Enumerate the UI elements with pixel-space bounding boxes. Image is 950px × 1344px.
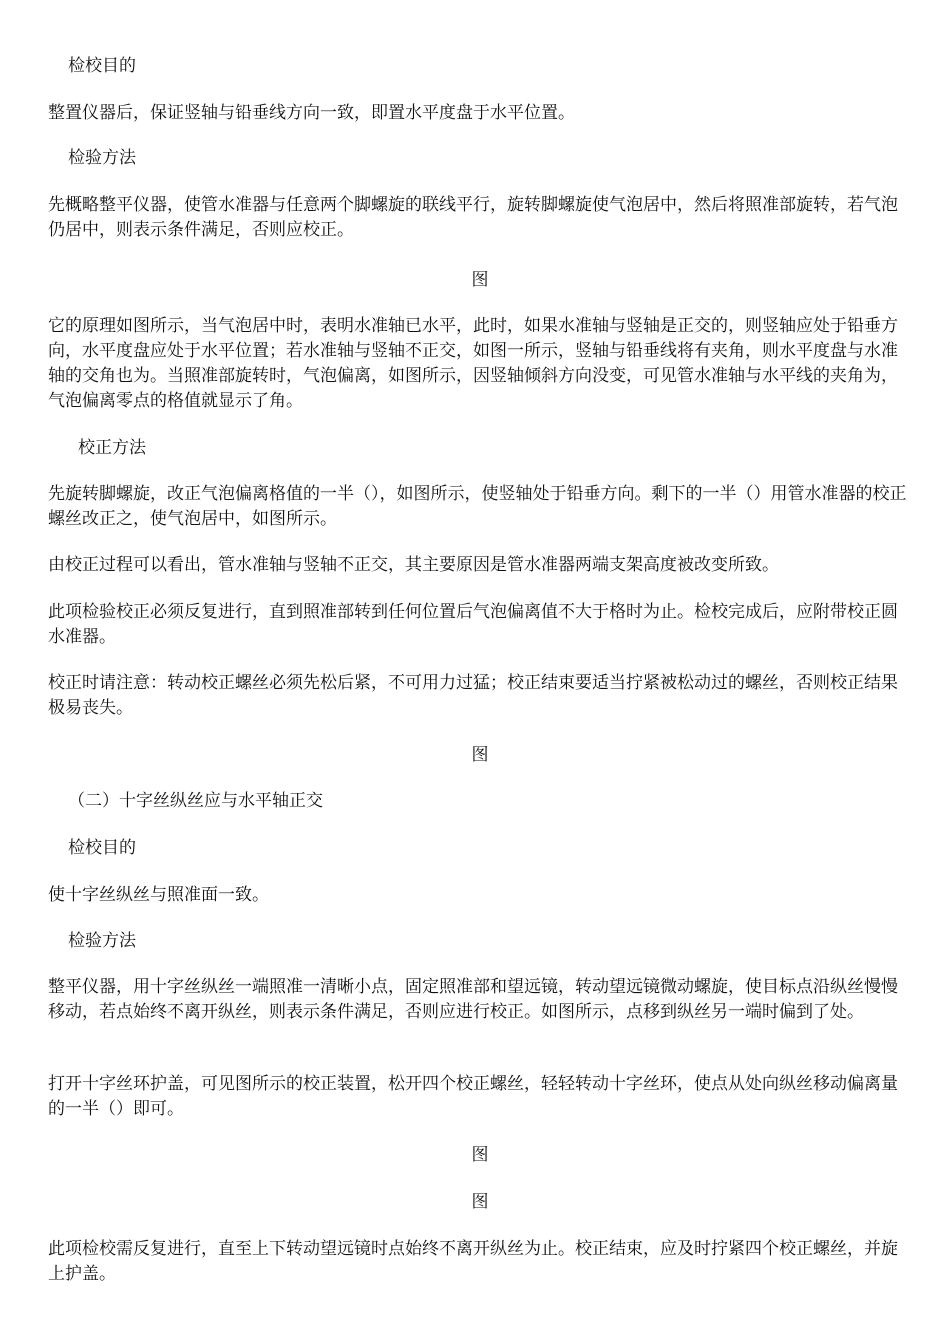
heading-inspection-method: 检验方法	[68, 931, 136, 951]
paragraph: 此项检验校正必须反复进行，直到照准部转到任何位置后气泡偏离值不大于格时为止。检校完成后，应附带校正圆水准器。	[48, 602, 898, 647]
paragraph: 它的原理如图所示，当气泡居中时，表明水准轴已水平，此时，如果水准轴与竖轴是正交的，则竖轴应处于铅垂方向，水平度盘应处于水平位置；若水准轴与竖轴不正交，如图一所示，竖轴与铅垂线将有夹角，则水平度盘与水准轴的交角也为。当照准部旋转时，气泡偏离，如图所示，因竖轴倾斜方向没变，可见管水准轴与水平线的夹角为，气泡偏离零点的格值就显示了角。	[48, 316, 898, 411]
paragraph: 校正时请注意：转动校正螺丝必须先松后紧，不可用力过猛；校正结束要适当拧紧被松动过的螺丝，否则校正结果极易丧失。	[48, 673, 898, 718]
heading-correction-method: 校正方法	[78, 438, 146, 458]
section-heading: （二）十字丝纵丝应与水平轴正交	[68, 791, 323, 811]
heading-inspection-method: 检验方法	[68, 148, 136, 168]
paragraph: 整置仪器后，保证竖轴与铅垂线方向一致，即置水平度盘于水平位置。	[48, 103, 575, 123]
paragraph: 此项检校需反复进行，直至上下转动望远镜时点始终不离开纵丝为止。校正结束，应及时拧紧四个校正螺丝，并旋上护盖。	[48, 1239, 898, 1284]
figure-caption: 图	[471, 270, 489, 290]
paragraph: 使十字丝纵丝与照准面一致。	[48, 885, 269, 905]
paragraph: 先概略整平仪器，使管水准器与任意两个脚螺旋的联线平行，旋转脚螺旋使气泡居中，然后将照准部旋转，若气泡仍居中，则表示条件满足，否则应校正。	[48, 195, 898, 240]
figure-caption: 图	[471, 1145, 489, 1165]
paragraph: 打开十字丝环护盖，可见图所示的校正装置，松开四个校正螺丝，轻轻转动十字丝环，使点从处向纵丝移动偏离量的一半（）即可。	[48, 1074, 898, 1119]
paragraph: 整平仪器，用十字丝纵丝一端照准一清晰小点，固定照准部和望远镜，转动望远镜微动螺旋，使目标点沿纵丝慢慢移动，若点始终不离开纵丝，则表示条件满足，否则应进行校正。如图所示，点移到纵丝另一端时偏到了处。	[48, 977, 898, 1022]
heading-calibration-purpose: 检校目的	[68, 838, 136, 858]
figure-caption: 图	[471, 745, 489, 765]
figure-caption: 图	[471, 1192, 489, 1212]
paragraph: 先旋转脚螺旋，改正气泡偏离格值的一半（），如图所示，使竖轴处于铅垂方向。剩下的一半（）用管水准器的校正螺丝改正之，使气泡居中，如图所示。	[48, 484, 907, 529]
paragraph: 由校正过程可以看出，管水准轴与竖轴不正交，其主要原因是管水准器两端支架高度被改变所致。	[48, 555, 779, 575]
heading-calibration-purpose: 检校目的	[68, 56, 136, 76]
